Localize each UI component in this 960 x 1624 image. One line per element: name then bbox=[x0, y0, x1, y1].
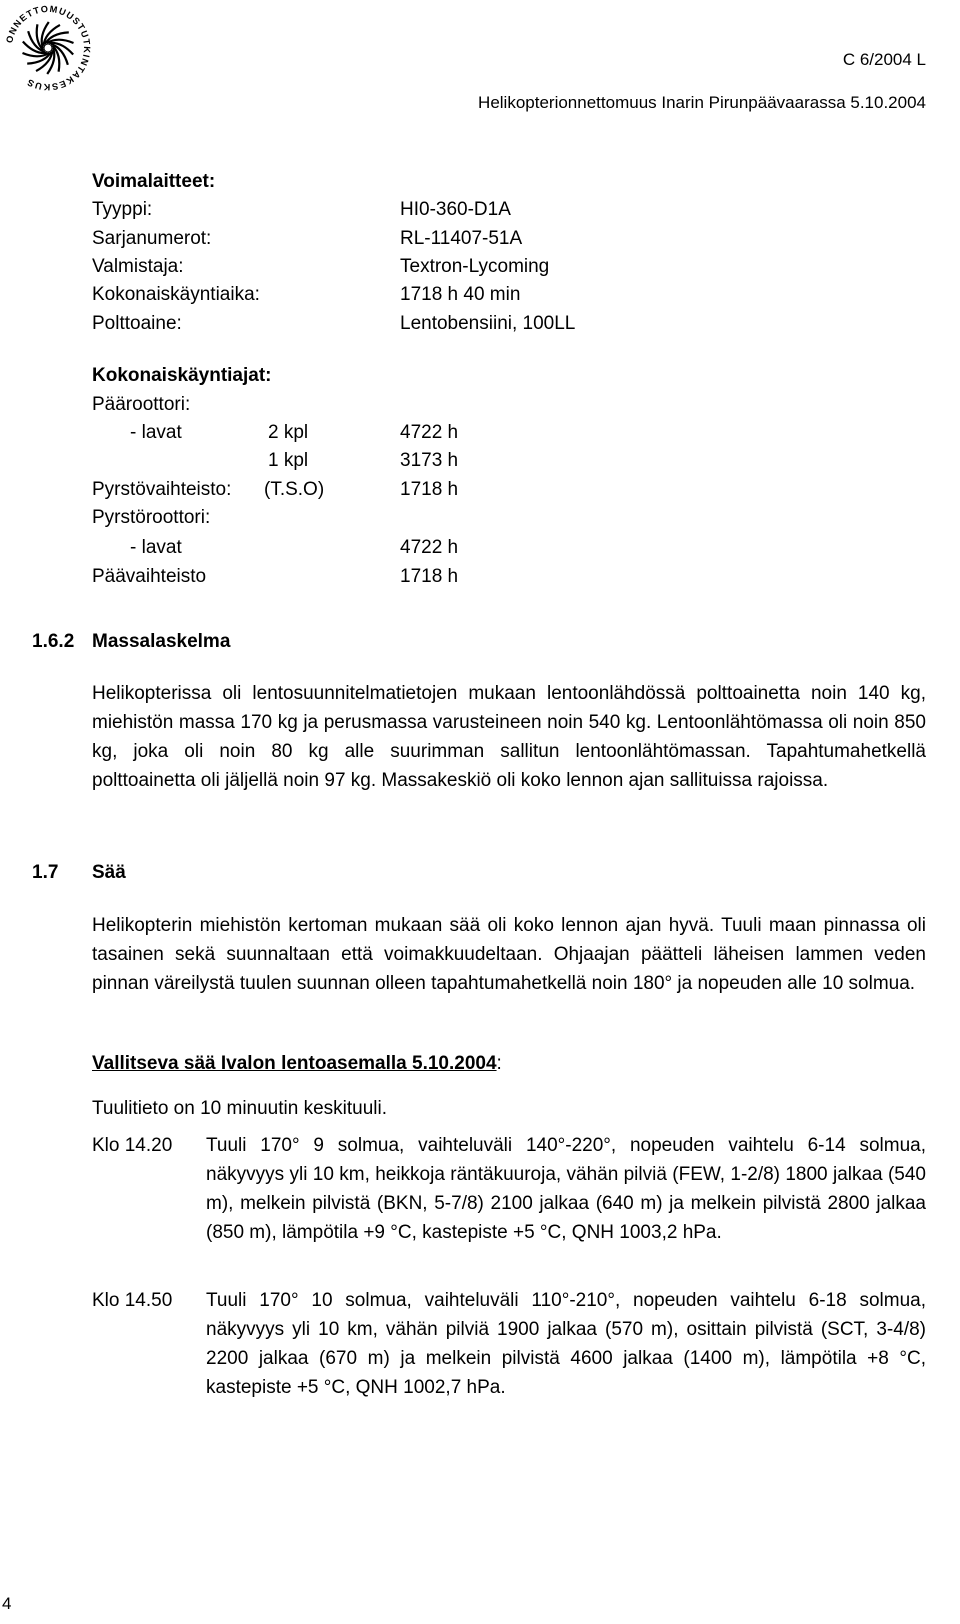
engine-label-serial: Sarjanumerot: bbox=[92, 228, 212, 249]
engine-label-total-time: Kokonaiskäyntiaika: bbox=[92, 284, 260, 305]
tail-rotor-blades-time: 4722 h bbox=[400, 537, 459, 558]
tail-gearbox-label: Pyrstövaihteisto: bbox=[92, 479, 232, 500]
observation-time-2: Klo 14.50 bbox=[92, 1290, 173, 1311]
weather-paragraph: Helikopterin miehistön kertoman mukaan sää oli koko lennon ajan hyvä. Tuuli maan pinnassa oli tasainen sekä suunnaltaan että voimakkuudeltaan. Ohjaajan päätteli läheisen lammen veden pinnan väreilystä tuulen suunnan olleen tapahtumahetkellä noin 180° ja nopeuden alle 10 solmua. bbox=[92, 915, 926, 994]
engine-label-manufacturer: Valmistaja: bbox=[92, 256, 184, 277]
engine-label-fuel: Polttoaine: bbox=[92, 313, 182, 334]
document-code: C 6/2004 L bbox=[842, 50, 926, 69]
main-rotor-blades-count-2: 1 kpl bbox=[268, 450, 309, 471]
section-title-weather: Sää bbox=[92, 862, 126, 883]
engine-value-fuel: Lentobensiini, 100LL bbox=[400, 313, 576, 334]
main-rotor-blades-label: - lavat bbox=[130, 422, 182, 443]
svg-text:ONNETTOMUUSTUTKINTAKESKUS: ONNETTOMUUSTUTKINTAKESKUS bbox=[4, 3, 93, 93]
main-rotor-blades-time-2: 3173 h bbox=[400, 450, 459, 471]
engine-value-type: HI0-360-D1A bbox=[400, 199, 511, 220]
tail-gearbox-time: 1718 h bbox=[400, 479, 459, 500]
engine-value-serial: RL-11407-51A bbox=[400, 228, 523, 249]
tail-gearbox-note: (T.S.O) bbox=[264, 479, 325, 500]
section-title-mass: Massalaskelma bbox=[92, 631, 231, 652]
main-rotor-blades-count-1: 2 kpl bbox=[268, 422, 309, 443]
engine-value-total-time: 1718 h 40 min bbox=[400, 284, 521, 305]
ivalo-heading-colon: : bbox=[496, 1053, 502, 1074]
page-number: 4 bbox=[2, 1594, 12, 1613]
document-title: Helikopterionnettomuus Inarin Pirunpäävaarassa 5.10.2004 bbox=[478, 93, 926, 112]
runtimes-heading: Kokonaiskäyntiajat: bbox=[92, 365, 272, 386]
ivalo-heading bbox=[92, 1049, 502, 1078]
mass-paragraph: Helikopterissa oli lentosuunnitelmatietojen mukaan lentoonlähdössä polttoainetta noin 140 kg, miehistön massa 170 kg ja perusmassa varusteineen noin 540 kg. Lentoonlähtömassa oli noin 850 kg, joka oli noin 80 kg alle suurimman sallitun lentoonlähtömassan. Tapahtumahetkellä polttoainetta oli jäljellä noin 97 kg. Massakeskiö oli koko lennon ajan sallituissa rajoissa. bbox=[92, 683, 926, 791]
onnettomuustutkintakeskus-logo bbox=[2, 2, 94, 94]
wind-note: Tuulitieto on 10 minuutin keskituuli. bbox=[92, 1098, 388, 1119]
tail-rotor-blades-label: - lavat bbox=[130, 537, 182, 558]
main-gearbox-label: Päävaihteisto bbox=[92, 566, 207, 587]
section-number-1-7: 1.7 bbox=[32, 862, 59, 883]
observation-time-1: Klo 14.20 bbox=[92, 1135, 173, 1156]
engines-heading: Voimalaitteet: bbox=[92, 171, 216, 192]
main-gearbox-time: 1718 h bbox=[400, 566, 459, 587]
observation-text-1: Tuuli 170° 9 solmua, vaihteluväli 140°-220°, nopeuden vaihtelu 6-14 solmua, näkyvyys yli 10 km, heikkoja räntäkuuroja, vähän pilviä (FEW, 1-2/8) 1800 jalkaa (540 m), melkein pilvistä (BKN, 5-7/8) 2100 jalkaa (640 m) ja melkein pilvistä 2800 jalkaa (850 m), lämpötila +9 °C, kastepiste +5 °C, QNH 1003,2 hPa. bbox=[206, 1135, 926, 1243]
engine-label-type: Tyyppi: bbox=[92, 199, 153, 220]
engine-value-manufacturer: Textron-Lycoming bbox=[400, 256, 550, 277]
ivalo-heading-text: Vallitseva sää Ivalon lentoasemalla 5.10.2004 bbox=[92, 1053, 497, 1074]
observation-text-2: Tuuli 170° 10 solmua, vaihteluväli 110°-210°, nopeuden vaihtelu 6-18 solmua, näkyvyys yli 10 km, vähän pilviä 1900 jalkaa (570 m), osittain pilvistä (SCT, 3-4/8) 2200 jalkaa (670 m) ja melkein pilvistä 4600 jalkaa (1400 m), lämpötila +8 °C, kastepiste +5 °C, QNH 1002,7 hPa. bbox=[206, 1290, 926, 1398]
main-rotor-label: Pääroottori: bbox=[92, 394, 191, 415]
section-number-1-6-2: 1.6.2 bbox=[32, 631, 75, 652]
tail-rotor-label: Pyrstöroottori: bbox=[92, 507, 211, 528]
main-rotor-blades-time-1: 4722 h bbox=[400, 422, 459, 443]
